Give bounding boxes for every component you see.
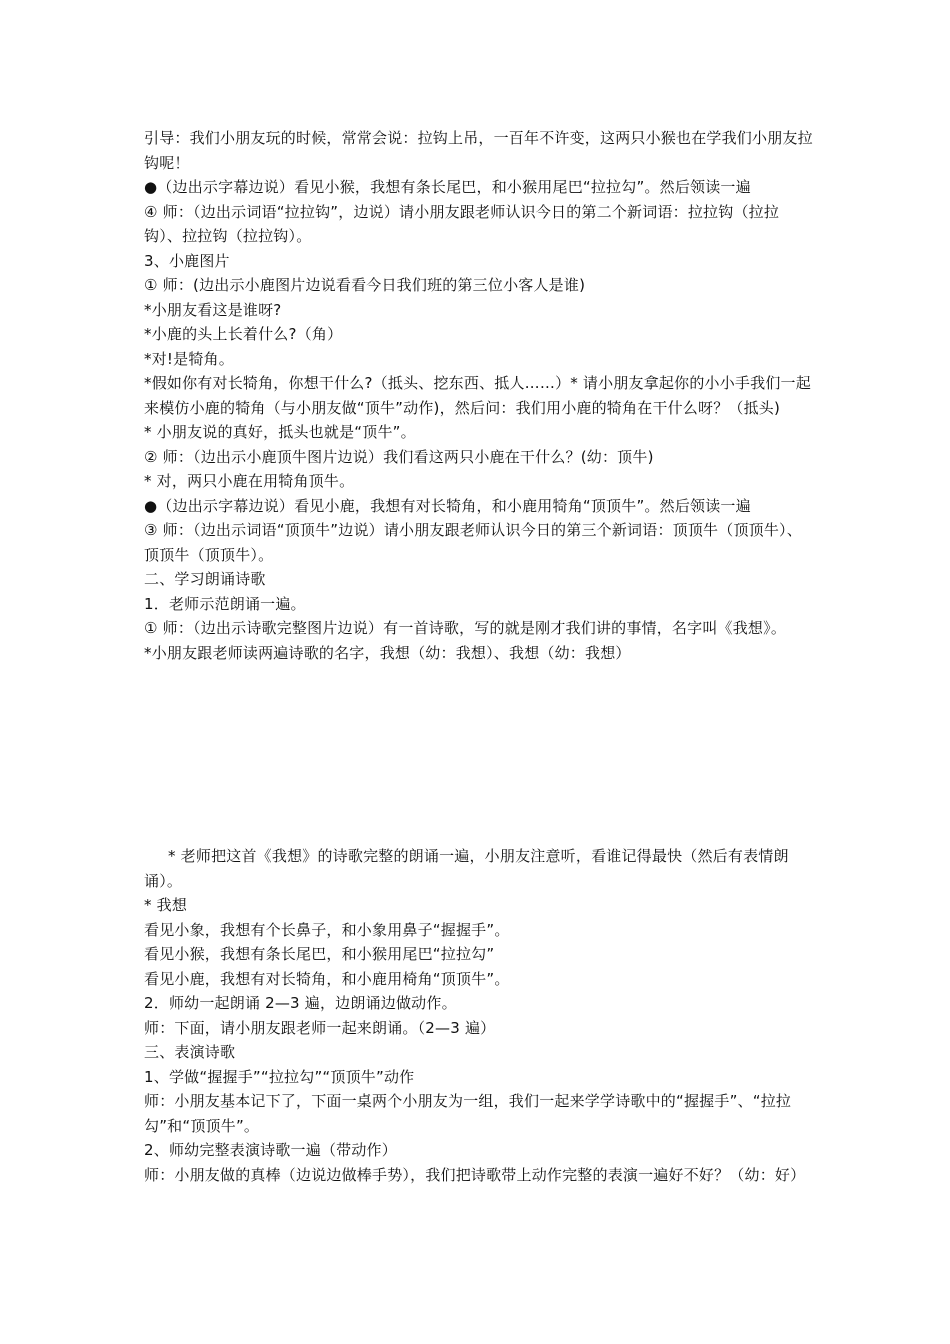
document-section-upper	[144, 126, 814, 665]
paragraph-group-practice: 师：小朋友基本记下了，下面一桌两个小朋友为一组，我们一起来学学诗歌中的“握握手”、“拉拉勾”和“顶顶牛”。	[144, 1092, 792, 1135]
paragraph-teacher-demo: 1．老师示范朗诵一遍。	[144, 594, 306, 613]
paragraph-recite-instruction: 师：下面，请小朋友跟老师一起来朗诵。（2—3 遍）	[144, 1018, 496, 1037]
paragraph-teacher-recite: * 老师把这首《我想》的诗歌完整的朗诵一遍，小朋友注意听，看谁记得最快（然后有表情朗诵）。	[144, 847, 789, 890]
paragraph-antler-activity: *假如你有对长犄角，你想干什么?（抵头、挖东西、抵人……）* 请小朋友拿起你的小小手我们一起来模仿小鹿的犄角（与小朋友做“顶牛”动作)，然后问：我们用小鹿的犄角在干什么呀？（抵头)	[144, 374, 811, 417]
paragraph-word-lalagou: ④ 师：（边出示词语“拉拉钩”，边说）请小朋友跟老师认识今日的第二个新词语：拉拉钩（拉拉钩）、拉拉钩（拉拉钩）。	[144, 202, 780, 245]
paragraph-poem-intro: ① 师：（边出示诗歌完整图片边说）有一首诗歌，写的就是刚才我们讲的事情，名字叫《我想》。	[144, 619, 787, 637]
heading-section-three: 三、表演诗歌	[144, 1043, 236, 1061]
poem-line-deer: 看见小鹿，我想有对长犄角，和小鹿用椅角“顶顶牛”。	[144, 969, 510, 988]
paragraph-deer-intro: ① 师：(边出示小鹿图片边说看看今日我们班的第三位小客人是谁)	[144, 276, 586, 294]
paragraph-deer-caption: ●（边出示字幕边说）看见小鹿，我想有对长犄角，和小鹿用犄角“顶顶牛”。然后领读一遍	[144, 496, 751, 515]
heading-deer-picture: 3、小鹿图片	[144, 251, 230, 270]
paragraph-word-dingdingniu: ③ 师：（边出示词语“顶顶牛”边说）请小朋友跟老师认识今日的第三个新词语：顶顶牛（顶顶牛）、顶顶牛（顶顶牛）。	[144, 521, 802, 564]
paragraph-question-head: *小鹿的头上长着什么?（角）	[144, 325, 343, 343]
paragraph-intro: 引导：我们小朋友玩的时候，常常会说：拉钩上吊，一百年不许变，这两只小猴也在学我们小朋友拉钩呢！	[144, 129, 813, 172]
heading-section-two: 二、学习朗诵诗歌	[144, 570, 266, 588]
heading-learn-actions: 1、学做“握握手”“拉拉勾”“顶顶牛”动作	[144, 1067, 415, 1086]
paragraph-performance-invite: 师：小朋友做的真棒（边说边做棒手势），我们把诗歌带上动作完整的表演一遍好不好？（幼：好）	[144, 1165, 806, 1184]
poem-line-monkey: 看见小猴，我想有条长尾巴，和小猴用尾巴“拉拉勾”	[144, 945, 495, 963]
poem-title: * 我想	[144, 896, 188, 914]
paragraph-deer-fight: ② 师：（边出示小鹿顶牛图片边说）我们看这两只小鹿在干什么？(幼：顶牛)	[144, 447, 654, 466]
paragraph-deer-confirm: * 对，两只小鹿在用犄角顶牛。	[144, 472, 355, 490]
paragraph-monkey-caption: ●（边出示字幕边说）看见小猴，我想有条长尾巴，和小猴用尾巴“拉拉勾”。然后领读一遍	[144, 178, 751, 196]
paragraph-read-title: *小朋友跟老师读两遍诗歌的名字，我想（幼：我想）、我想（幼：我想）	[144, 643, 631, 662]
heading-full-performance: 2、师幼完整表演诗歌一遍（带动作）	[144, 1141, 397, 1159]
document-section-lower	[144, 844, 814, 1187]
paragraph-recite-together: 2．师幼一起朗诵 2—3 遍，边朗诵边做动作。	[144, 994, 457, 1012]
paragraph-question-who: *小朋友看这是谁呀?	[144, 300, 282, 319]
poem-line-elephant: 看见小象，我想有个长鼻子，和小象用鼻子“握握手”。	[144, 920, 510, 939]
paragraph-dingniu-praise: * 小朋友说的真好，抵头也就是“顶牛”。	[144, 423, 416, 441]
paragraph-answer-antler: *对!是犄角。	[144, 349, 234, 368]
